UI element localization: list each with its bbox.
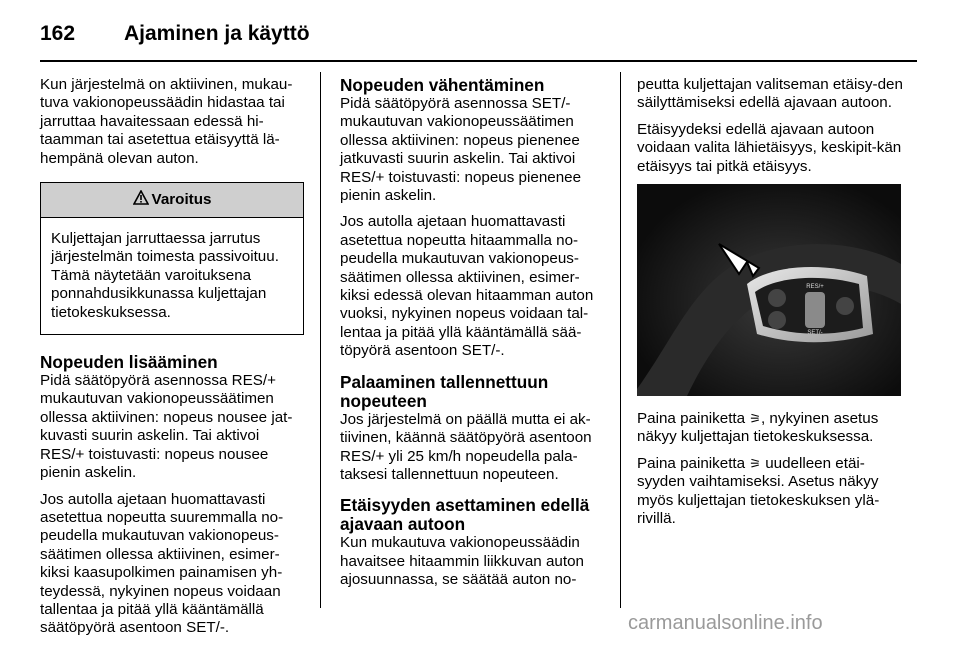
section-heading-increase-speed: Nopeuden lisääminen	[40, 352, 218, 373]
distance-icon: ⚞	[749, 411, 761, 427]
section-heading-set-distance: Etäisyyden asettaminen edellä ajavaan autoon	[340, 495, 590, 535]
watermark: carmanualsonline.info	[628, 612, 823, 634]
column-left	[40, 76, 304, 646]
paragraph: Pidä säätöpyörä asennossa SET/- mukautuvan vakionopeussäätimen ollessa aktiivinen: nopeus pienenee jatkuvasti suurin askelin. Tai aktivoi RES/+ toistuvasti: nopeus pienenee pienin askelin.	[340, 95, 582, 205]
res-label: RES/+	[806, 284, 824, 291]
intro-paragraph: Kun järjestelmä on aktiivinen, mukau-tuva vakionopeussäädin hidastaa tai jarruttaa havaitessaan edessä hi-taamman tai asetettua etäisyyttä lä-hempänä olevan auton.	[40, 76, 293, 167]
distance-icon: ⚞	[749, 455, 761, 471]
section-heading-decrease-speed: Nopeuden vähentäminen	[340, 75, 545, 95]
chapter-title: Ajaminen ja käyttö	[124, 22, 310, 45]
column-middle	[340, 76, 604, 598]
warning-box	[40, 182, 304, 335]
steering-wheel-photo	[637, 184, 901, 396]
section-heading-resume-speed: Palaaminen tallennettuun nopeuteen	[340, 371, 549, 411]
warning-text: Kuljettajan jarruttaessa jarrutus järjestelmän toimesta passivoituu. Tämä näytetään varoituksena ponnahdusikkunassa kuljettajan tietokeskuksessa.	[51, 230, 279, 321]
header-rule	[40, 60, 917, 62]
page-header	[40, 14, 310, 54]
warning-header	[41, 183, 303, 218]
paragraph: Etäisyydeksi edellä ajavaan autoon voidaan valita lähietäisyys, keskipit-kän etäisyys tai pitkä etäisyys.	[637, 120, 902, 175]
paragraph: Kun mukautuva vakionopeussäädin havaitsee hitaammin liikkuvan auton ajosuunnassa, se säätää auton no-	[340, 534, 584, 589]
paragraph: Jos järjestelmä on päällä mutta ei ak-tiivinen, käännä säätöpyörä asentoon RES/+ yli 25 km/h nopeudella pala-taksesi tallennettuun nopeuteen.	[340, 410, 592, 483]
paragraph: Paina painiketta ⚞ uudelleen etäi-syyden vaihtamiseksi. Asetus näkyy myös kuljettajan tietokeskuksen ylä-rivillä.	[637, 454, 880, 528]
set-label: SET/-	[807, 330, 823, 337]
paragraph: Paina painiketta ⚞, nykyinen asetus näkyy kuljettajan tietokeskuksessa.	[637, 410, 879, 446]
column-divider	[320, 72, 321, 608]
paragraph: Pidä säätöpyörä asennossa RES/+ mukautuvan vakionopeussäätimen ollessa aktiivinen: nopeus nousee jat-kuvasti suurin askelin. Tai aktivoi RES/+ toistuvasti: nopeus nousee pienin askelin.	[40, 372, 293, 482]
column-divider	[620, 72, 621, 608]
paragraph: Jos autolla ajetaan huomattavasti asetettua nopeutta hitaammalla no-peudella mukautuvan vakionopeus-säätimen ollessa aktiivinen, esimer-kiksi edessä olevan hitaamman auton vuoksi, nykyinen nopeus voidaan tal-lentaa ja pitää yllä kääntämällä sää-töpyörä asentoon SET/-.	[340, 213, 594, 360]
warning-title: Varoitus	[151, 190, 212, 208]
paragraph: peutta kuljettajan valitseman etäisy-den säilyttämiseksi edellä ajavaan autoon.	[637, 76, 903, 112]
warning-triangle-icon	[133, 190, 149, 210]
page-number: 162	[40, 22, 76, 45]
paragraph: Jos autolla ajetaan huomattavasti asetettua nopeutta suuremmalla no-peudella mukautuvan vakionopeus-säätimen ollessa aktiivinen, esimer-kiksi kaasupolkimen painamisen yh-teydessä, nykyinen nopeus voidaan tallentaa ja pitää yllä kääntämällä säätöpyörä asentoon SET/-.	[40, 490, 284, 637]
column-right	[637, 76, 905, 536]
